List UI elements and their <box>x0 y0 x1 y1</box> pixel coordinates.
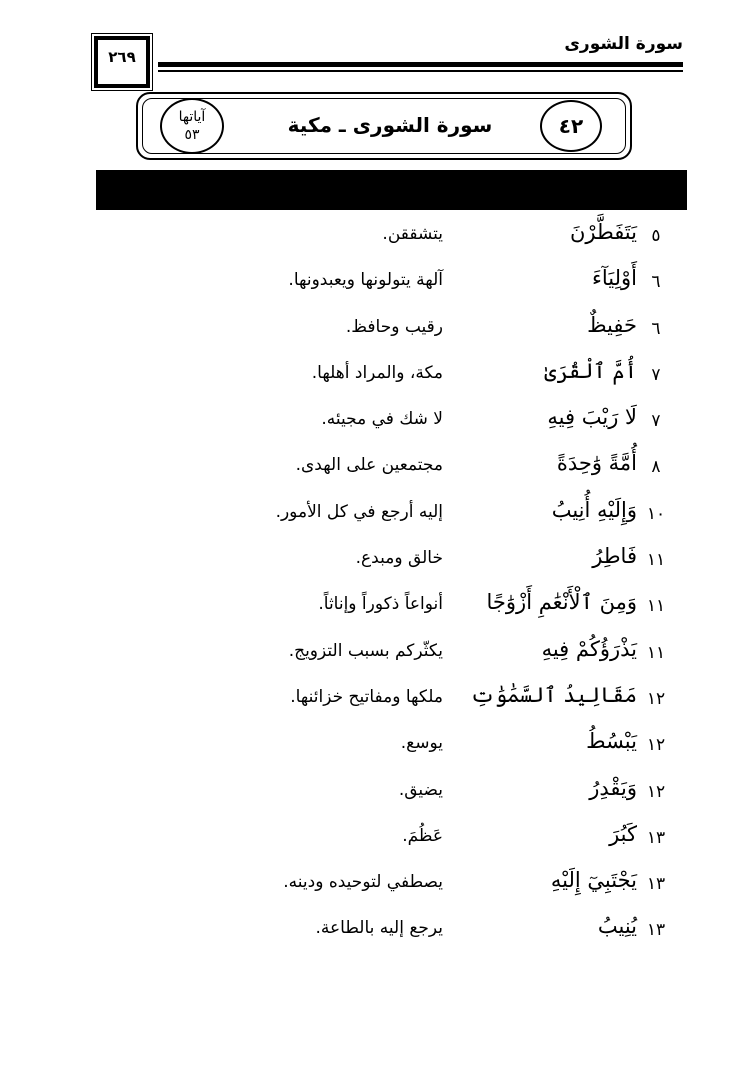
verse-number: ٧ <box>651 411 661 432</box>
quran-word: أُمَّ ٱلْقُرَىٰ <box>544 358 637 383</box>
quran-word: حَفِيظٌ <box>587 312 637 337</box>
page-number-box <box>94 36 150 88</box>
surah-name: سورة الشورى ـ مكية <box>287 113 493 137</box>
verse-number: ١١ <box>646 550 666 571</box>
list-item <box>0 586 755 632</box>
quran-word: وَيَقْدِرُ <box>589 775 637 800</box>
running-title: سورة الشورى <box>564 34 683 54</box>
word-meaning: يرجع إليه بالطاعة. <box>315 918 443 939</box>
word-meaning: يكثّركم بسبب التزويج. <box>288 640 443 661</box>
quran-word: يُنِيبُ <box>597 914 637 939</box>
ayat-count: ٥٣ <box>184 127 200 143</box>
list-item <box>0 355 755 401</box>
quran-word: لَا رَيْبَ فِيهِ <box>547 405 637 430</box>
list-item <box>0 772 755 818</box>
list-item <box>0 401 755 447</box>
word-meaning: ملكها ومفاتيح خزائنها. <box>290 686 443 707</box>
page-number: ٢٦٩ <box>108 48 136 66</box>
ayat-count-circle <box>160 98 224 154</box>
list-item <box>0 633 755 679</box>
quran-word: كَبُرَ <box>609 821 637 846</box>
list-item <box>0 494 755 540</box>
list-item <box>0 864 755 910</box>
list-item <box>0 216 755 262</box>
verse-number: ١٣ <box>646 920 666 941</box>
quran-word: يَذْرَؤُكُمْ فِيهِ <box>541 636 637 661</box>
list-item <box>0 262 755 308</box>
list-item <box>0 540 755 586</box>
word-meaning: يتشققن. <box>382 224 443 244</box>
word-meaning: مكة، والمراد أهلها. <box>311 362 443 383</box>
word-meaning: أنواعاً ذكوراً وإناثاً. <box>318 594 443 615</box>
quran-word: فَاطِرُ <box>592 544 637 569</box>
list-item <box>0 679 755 725</box>
quran-word: يَجْتَبِيٓ إِلَيْهِ <box>550 868 637 893</box>
vocabulary-list <box>0 216 755 957</box>
ayat-label: آياتها <box>178 109 206 125</box>
header-rule-thin <box>158 70 683 72</box>
word-meaning: مجتمعين على الهدى. <box>295 455 443 476</box>
word-meaning: رقيب وحافظ. <box>345 316 443 337</box>
verse-number: ١٢ <box>646 688 666 709</box>
header-rule <box>158 62 683 67</box>
list-item <box>0 447 755 493</box>
word-meaning: يضيق. <box>398 779 443 800</box>
black-band <box>96 170 687 210</box>
verse-number: ٦ <box>651 272 661 293</box>
quran-word: يَتَفَطَّرْنَ <box>569 220 637 244</box>
word-meaning: يوسع. <box>400 733 443 754</box>
verse-number: ١٣ <box>646 827 666 848</box>
verse-number: ١٢ <box>646 735 666 756</box>
quran-word: يَبْسُطُ <box>586 729 637 754</box>
list-item <box>0 725 755 771</box>
verse-number: ٨ <box>651 457 661 478</box>
word-meaning: آلهة يتولونها ويعبدونها. <box>288 270 443 291</box>
verse-number: ١٣ <box>646 874 666 895</box>
quran-word: وَإِلَيْهِ أُنِيبُ <box>551 497 637 522</box>
verse-number: ١٠ <box>646 503 666 524</box>
quran-word: أُمَّةً وَٰحِدَةً <box>556 451 637 476</box>
verse-number: ١١ <box>646 642 666 663</box>
verse-number: ٧ <box>651 364 661 385</box>
verse-number: ١٢ <box>646 781 666 802</box>
word-meaning: عَظُمَ. <box>402 825 443 846</box>
verse-number: ٥ <box>651 226 661 246</box>
quran-word: أَوْلِيَآءَ <box>592 266 637 291</box>
verse-number: ٦ <box>651 318 661 339</box>
list-item <box>0 309 755 355</box>
word-meaning: خالق ومبدع. <box>355 548 443 569</box>
word-meaning: لا شك في مجيئه. <box>321 409 443 430</box>
surah-number-circle <box>540 100 602 152</box>
word-meaning: يصطفي لتوحيده ودينه. <box>283 872 443 893</box>
quran-word: وَمِنَ ٱلْأَنْعَٰمِ أَزْوَٰجًا <box>486 590 637 615</box>
quran-word: مَقَالِيدُ ٱلسَّمَٰوَٰتِ <box>470 682 637 707</box>
list-item <box>0 910 755 956</box>
list-item <box>0 818 755 864</box>
surah-number: ٤٢ <box>558 114 584 138</box>
verse-number: ١١ <box>646 596 666 617</box>
word-meaning: إليه أرجع في كل الأمور. <box>275 501 443 522</box>
